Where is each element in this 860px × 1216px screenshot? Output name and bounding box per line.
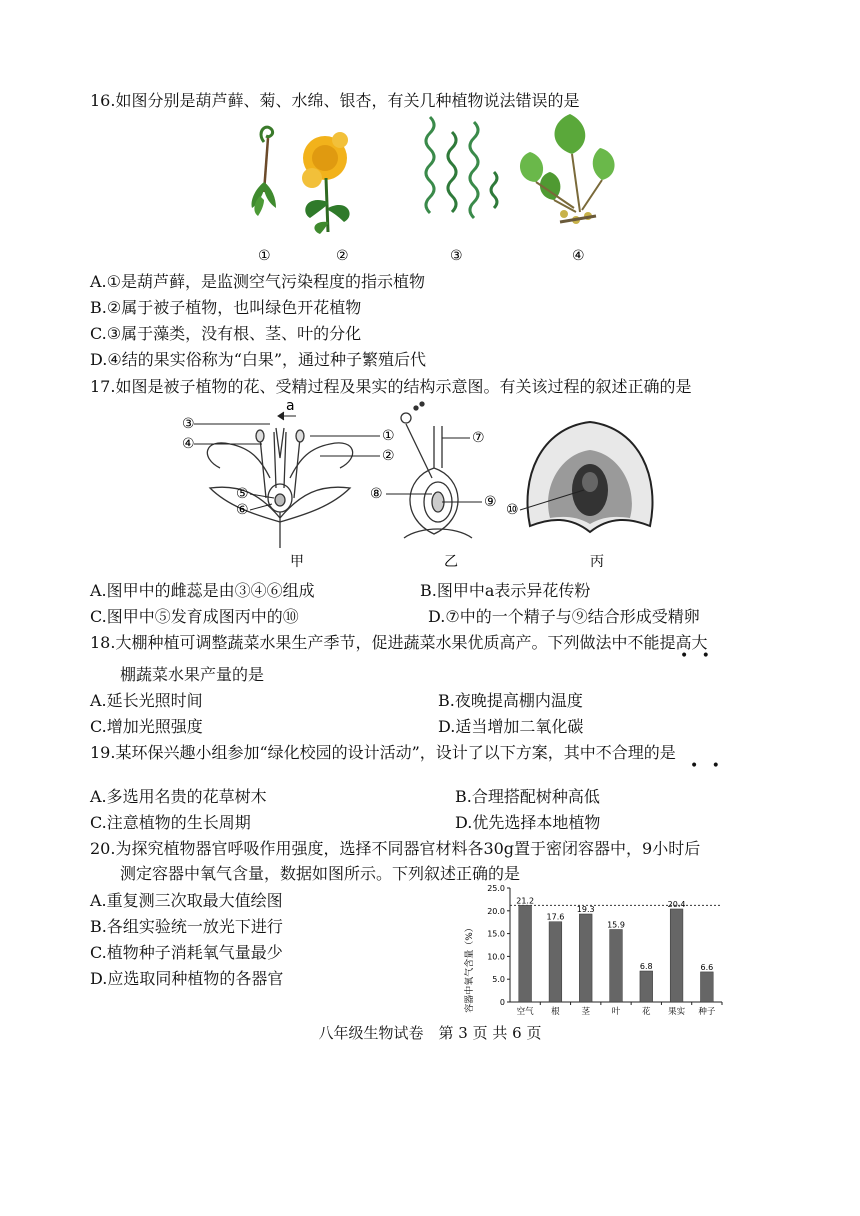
callout-a: a — [286, 398, 295, 414]
bar-种子 — [700, 972, 713, 1002]
q19-stem: 19.某环保兴趣小组参加“绿化校园的设计活动”，设计了以下方案，其中不合理的是 — [90, 743, 676, 762]
callout-6: ⑥ — [236, 502, 249, 518]
q20-option-a: A.重复测三次取最大值绘图 — [90, 891, 283, 910]
q18-option-b: B.夜晚提高棚内温度 — [438, 691, 583, 710]
q17-figure — [180, 398, 680, 570]
y-tick-label: 0 — [499, 998, 505, 1007]
callout-3: ③ — [182, 416, 195, 432]
q17-option-b: B.图甲中a表示异花传粉 — [420, 581, 591, 600]
q20-option-c: C.植物种子消耗氧气量最少 — [90, 943, 283, 962]
chart-ylabel: 容器中氧气含量（%） — [465, 923, 475, 1013]
ginkgo-illustration — [520, 114, 615, 224]
flower-diagram — [207, 428, 352, 548]
q20-stem-line2: 测定容器中氧气含量，数据如图所示。下列叙述正确的是 — [120, 864, 521, 883]
q18-stem-line1: 18.大棚种植可调整蔬菜水果生产季节，促进蔬菜水果优质高产。下列做法中不能提高大 — [90, 633, 708, 652]
callout-7: ⑦ — [472, 430, 485, 446]
bar-花 — [640, 971, 653, 1002]
bar-茎 — [579, 914, 592, 1002]
moss-illustration — [252, 127, 277, 216]
callout-1: ① — [382, 428, 395, 444]
x-tick-label: 花 — [642, 1007, 651, 1017]
q20-option-d: D.应选取同种植物的各器官 — [90, 969, 284, 988]
q16-option-b: B.②属于被子植物，也叫绿色开花植物 — [90, 298, 362, 317]
q18-stem-line2: 棚蔬菜水果产量的是 — [120, 665, 265, 684]
x-tick-label: 根 — [551, 1007, 560, 1017]
callout-2: ② — [382, 448, 395, 464]
callout-5: ⑤ — [236, 486, 249, 502]
emphasis-dots-19: • • — [690, 758, 720, 774]
bar-叶 — [610, 929, 623, 1002]
q19-option-d: D.优先选择本地植物 — [455, 813, 601, 832]
pistil-diagram — [401, 402, 472, 538]
emphasis-dots: • • — [680, 648, 710, 664]
y-tick-label: 15.0 — [487, 929, 505, 939]
data-label: 20.4 — [667, 899, 686, 909]
q17-stem: 17.如图是被子植物的花、受精过程及果实的结构示意图。有关该过程的叙述正确的是 — [90, 377, 692, 396]
q16-option-c: C.③属于藻类，没有根、茎、叶的分化 — [90, 324, 362, 343]
y-tick-label: 25.0 — [487, 884, 505, 893]
q16-option-a: A.①是葫芦藓，是监测空气污染程度的指示植物 — [90, 272, 425, 291]
q18-option-a: A.延长光照时间 — [90, 691, 203, 710]
x-tick-label: 叶 — [611, 1007, 621, 1017]
caption-bing: 丙 — [590, 554, 604, 570]
page-footer: 八年级生物试卷 第 3 页 共 6 页 — [318, 1024, 542, 1042]
q16-option-d: D.④结的果实俗称为“白果”，通过种子繁殖后代 — [90, 350, 427, 369]
data-label: 15.9 — [607, 920, 625, 930]
q17-option-d: D.⑦中的一个精子与⑨结合形成受精卵 — [428, 607, 700, 626]
callout-9: ⑨ — [484, 494, 497, 510]
fig-label-3: ③ — [450, 248, 463, 264]
x-tick-label: 果实 — [668, 1007, 686, 1017]
q20-stem-line1: 20.为探究植物器官呼吸作用强度，选择不同器官材料各30g置于密闭容器中，9小时后 — [90, 839, 701, 858]
q19-option-c: C.注意植物的生长周期 — [90, 813, 251, 832]
data-label: 6.8 — [639, 961, 653, 971]
q19-option-a: A.多选用名贵的花草树木 — [90, 787, 267, 806]
callout-8: ⑧ — [370, 486, 383, 502]
x-tick-label: 茎 — [581, 1007, 590, 1017]
q19-option-b: B.合理搭配树种高低 — [455, 787, 600, 806]
y-tick-label: 20.0 — [487, 906, 505, 916]
q20-option-b: B.各组实验统一放光下进行 — [90, 917, 283, 936]
data-label: 21.2 — [516, 896, 535, 906]
q18-option-c: C.增加光照强度 — [90, 717, 203, 736]
y-tick-label: 10.0 — [487, 952, 505, 962]
q16-stem: 16.如图分别是葫芦藓、菊、水绵、银杏，有关几种植物说法错误的是 — [90, 91, 580, 110]
bar-根 — [549, 922, 562, 1002]
fig-label-1: ① — [258, 248, 271, 264]
caption-yi: 乙 — [444, 554, 458, 570]
q16-figure — [230, 112, 630, 264]
x-tick-label: 空气 — [516, 1007, 534, 1017]
fig-label-4: ④ — [572, 248, 585, 264]
callout-10: ⑩ — [506, 502, 519, 518]
q17-option-a: A.图甲中的雌蕊是由③④⑥组成 — [90, 581, 315, 600]
fig-label-2: ② — [336, 248, 349, 264]
oxygen-bar-chart — [460, 880, 730, 1020]
x-tick-label: 种子 — [698, 1007, 716, 1017]
bar-空气 — [519, 905, 532, 1002]
spirogyra-illustration — [426, 117, 497, 218]
q17-option-c: C.图甲中⑤发育成图丙中的⑩ — [90, 607, 299, 626]
chrysanthemum-illustration — [302, 132, 350, 234]
fruit-diagram — [520, 422, 653, 532]
data-label: 17.6 — [546, 912, 565, 922]
y-tick-label: 5.0 — [492, 975, 505, 985]
callout-4: ④ — [182, 436, 195, 452]
q18-option-d: D.适当增加二氧化碳 — [438, 717, 584, 736]
bar-果实 — [670, 909, 683, 1002]
data-label: 19.3 — [576, 904, 595, 914]
data-label: 6.6 — [700, 962, 714, 972]
caption-jia: 甲 — [290, 554, 304, 570]
